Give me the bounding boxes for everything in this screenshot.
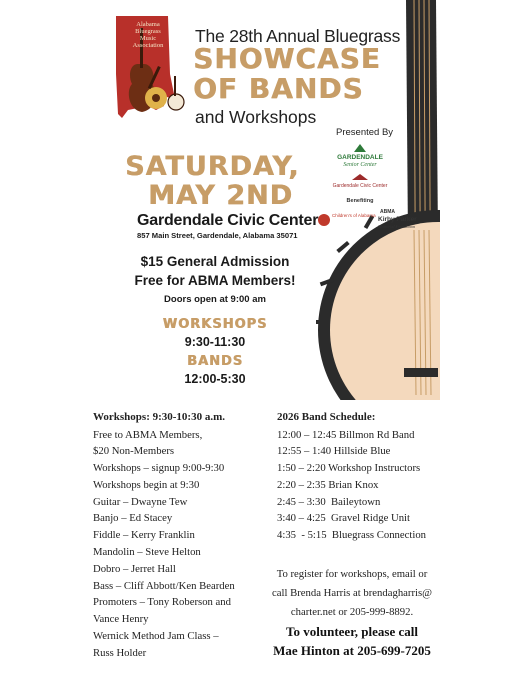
house-icon [354, 144, 366, 152]
workshop-line: Russ Holder [93, 646, 147, 659]
workshop-line: Guitar – Dwayne Tew [93, 495, 188, 508]
workshop-line: Vance Henry [93, 613, 149, 626]
logo-org-name [124, 21, 172, 49]
schedule-line: 4:35 - 5:15 Bluegrass Connection [277, 529, 427, 542]
header-line1: The 28th Annual Bluegrass [195, 26, 401, 46]
register-line: To register for workshops, email or [276, 568, 428, 580]
schedule-line: 12:00 – 12:45 Billmon Rd Band [277, 428, 415, 441]
beneficiary2-sub: Memorial Foundation [378, 224, 416, 229]
logo-text-line: Association [132, 42, 164, 49]
beneficiary2-top: ABMA [380, 209, 395, 215]
admission-price: $15 General Admission [140, 254, 290, 269]
header-of-bands: OF BANDS [193, 72, 364, 105]
band-schedule-section [277, 411, 477, 544]
sponsor1-name: GARDENDALE [337, 154, 383, 161]
roof-icon [352, 174, 368, 180]
schedule-line: 1:50 – 2:20 Workshop Instructors [277, 462, 421, 475]
workshop-line: Workshops – signup 9:00-9:30 [93, 462, 225, 475]
logo-text-line: Bluegrass [135, 28, 161, 35]
workshop-line: Banjo – Ed Stacey [93, 512, 173, 525]
volunteer-line1: To volunteer, please call [286, 624, 418, 639]
schedule-heading: 2026 Band Schedule: [277, 411, 376, 423]
beneficiary2-main: Kirby Parker [378, 216, 417, 223]
member-admission: Free for ABMA Members! [134, 273, 296, 288]
logo-text-line: Music [139, 35, 157, 42]
workshop-line: Workshops begin at 9:30 [93, 478, 200, 491]
workshop-line: Wernick Method Jam Class – [93, 630, 219, 643]
workshops-label: WORKSHOPS [162, 317, 268, 332]
workshops-time: 9:30-11:30 [184, 335, 246, 349]
workshop-line: Fiddle – Kerry Franklin [93, 529, 195, 542]
schedule-line: 12:55 – 1:40 Hillside Blue [277, 445, 391, 458]
header-line4: and Workshops [195, 107, 317, 127]
volunteer-line2: Mae Hinton at 205-699-7205 [273, 643, 431, 658]
workshops-heading: Workshops: 9:30-10:30 a.m. [93, 411, 226, 423]
bands-label: BANDS [186, 354, 243, 369]
bands-time: 12:00-5:30 [184, 372, 246, 386]
event-day: SATURDAY, [125, 151, 300, 182]
register-line: charter.net or 205-999-8892. [290, 606, 414, 618]
workshop-line: Mandolin – Steve Helton [93, 546, 201, 559]
schedule-line: 2:20 – 2:35 Brian Knox [277, 478, 379, 491]
event-venue: Gardendale Civic Center [137, 212, 319, 229]
workshop-line: $20 Non-Members [93, 445, 175, 458]
presented-by-label: Presented By [336, 127, 394, 138]
sponsor2-name: Gardendale Civic Center [332, 183, 388, 189]
benefiting-label: Benefiting [346, 198, 374, 204]
doors-time: Doors open at 9:00 am [164, 294, 266, 305]
sponsor1-sub: Senior Center [343, 162, 377, 168]
workshop-line: Bass – Cliff Abbott/Ken Bearden [93, 579, 235, 592]
logo-text-line: Alabama [136, 21, 160, 28]
workshops-section [93, 411, 263, 662]
register-line: call Brenda Harris at brendagharris@ [272, 587, 432, 599]
registration-info [262, 565, 442, 622]
schedule-line: 3:40 – 4:25 Gravel Ridge Unit [277, 512, 410, 525]
event-address: 857 Main Street, Gardendale, Alabama 35071 [137, 231, 298, 240]
schedule-line: 2:45 – 3:30 Baileytown [277, 495, 381, 508]
sponsor-logos [318, 140, 428, 240]
workshop-line: Promoters – Tony Roberson and [93, 596, 231, 609]
beneficiary1: Children's of Alabama [332, 213, 376, 218]
event-date: MAY 2ND [148, 180, 293, 211]
childrens-logo-icon [318, 214, 330, 226]
header-showcase: SHOWCASE [193, 42, 381, 75]
workshop-line: Dobro – Jerret Hall [93, 562, 176, 575]
workshop-line: Free to ABMA Members, [93, 428, 203, 441]
